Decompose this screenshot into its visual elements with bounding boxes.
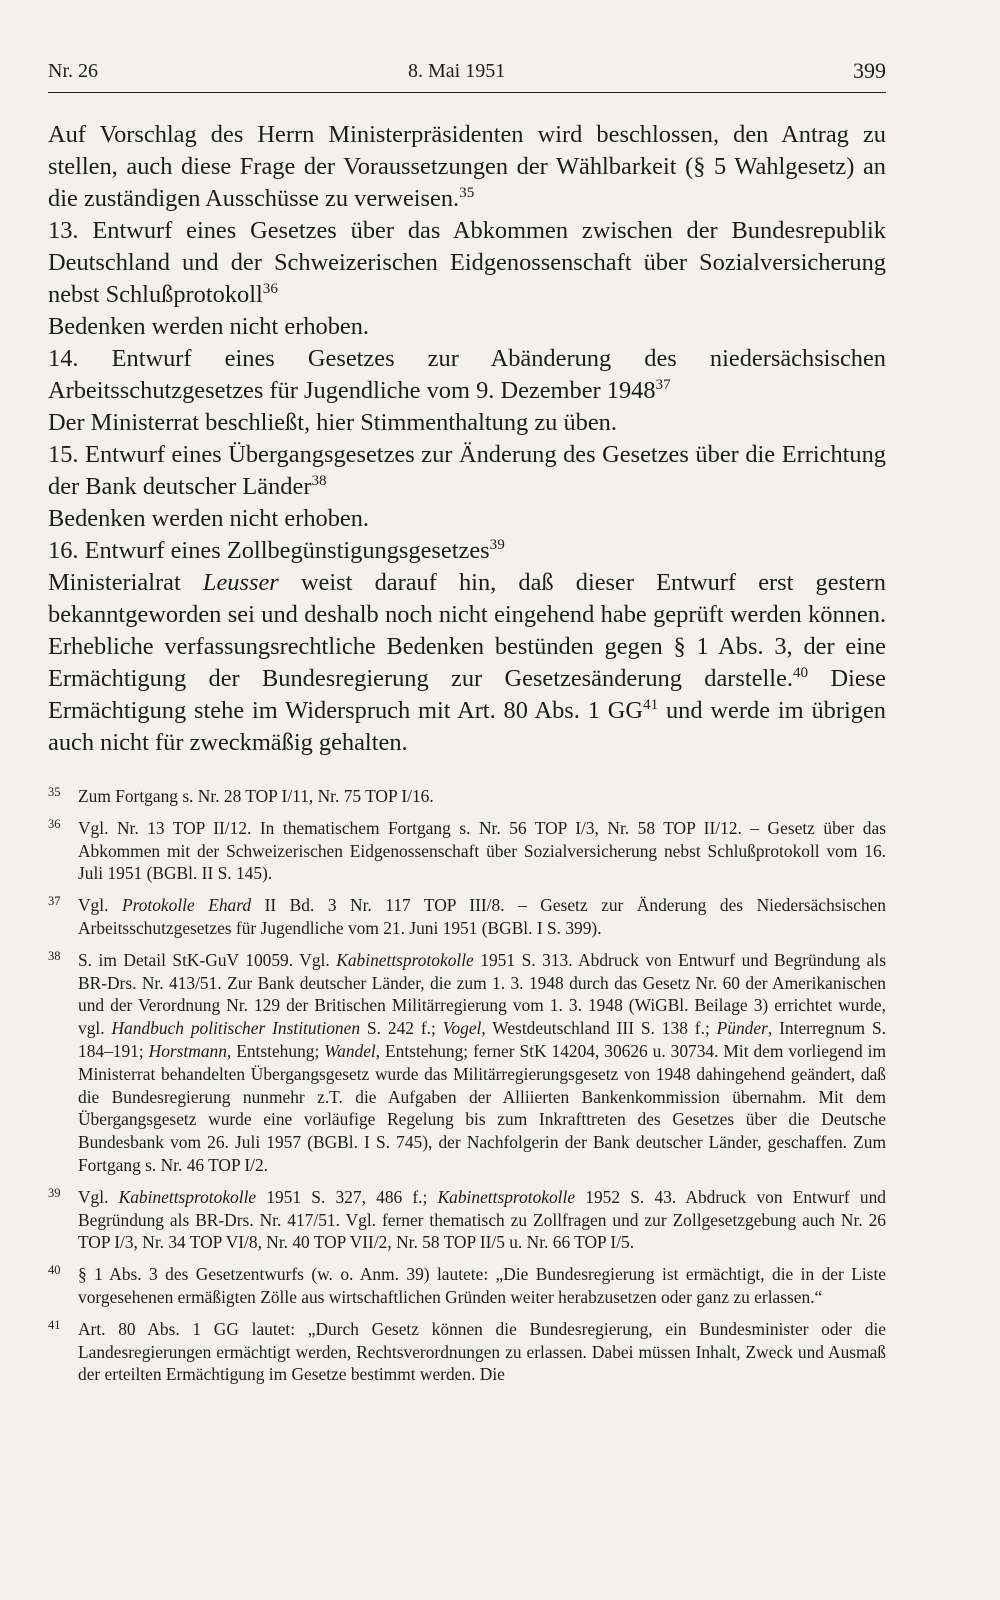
discussion-paragraph	[48, 567, 886, 759]
page-number: 399	[853, 58, 886, 83]
footnote-35	[48, 785, 886, 808]
paragraph-text: Ministerialrat	[48, 569, 203, 596]
footnote-text: S. 242 f.;	[360, 1018, 443, 1039]
footnote-ref: 37	[655, 376, 671, 393]
citation-title: Protokolle Ehard	[121, 895, 252, 916]
footnote-number: 37	[48, 894, 61, 909]
paragraph-text: Diese Ermächtigung stehe im Widerspruch mit Art. 80 Abs. 1 GG	[48, 665, 886, 724]
agenda-item-title: 15. Entwurf eines Übergangsgesetzes zur Änderung des Gesetzes über die Errichtung der Bank deutscher Länder	[48, 441, 886, 500]
footnote-ref: 41	[643, 696, 659, 713]
footnote-text: Art. 80 Abs. 1 GG lautet: „Durch Gesetz können die Bundesregierung, ein Bundesminister oder die Landesregierungen ermächtigt werden, Rechtsverordnungen zu erlassen. Dabei müssen Inhalt, Zweck und Ausmaß der erteilten Ermächtigung im Gesetze bestimmt werden. Die	[78, 1318, 886, 1385]
footnote-39	[48, 1186, 886, 1254]
footnote-text: S. im Detail StK-GuV 10059. Vgl.	[78, 949, 337, 970]
footnote-number: 41	[48, 1317, 61, 1332]
footnote-text: Vgl.	[78, 895, 122, 916]
footnote-text: § 1 Abs. 3 des Gesetzentwurfs (w. o. Anm. 39) lautete: „Die Bundesregierung ist ermächtigt, die in der Liste vorgesehenen ermäßigten Zölle aus wirtschaftlichen Gründen weiter herabzusetzen oder ganz zu erlassen.“	[78, 1264, 886, 1307]
footnote-40	[48, 1263, 886, 1309]
footnote-text: Vgl. Nr. 13 TOP II/12. In thematischem Fortgang s. Nr. 56 TOP I/3, Nr. 58 TOP II/12. – Gesetz über das Abkommen mit der Schweizerischen Eidgenossenschaft über Sozialversicherung nebst Schlußprotokoll vom 16. Juli 1951 (BGBl. II S. 145).	[78, 817, 886, 884]
agenda-item-title: 16. Entwurf eines Zollbegünstigungsgesetzes	[48, 537, 490, 564]
decision-text: Bedenken werden nicht erhoben.	[48, 505, 370, 532]
agenda-item-14	[48, 343, 886, 407]
citation-author: Vogel	[442, 1018, 482, 1039]
footnote-text: , Interregnum S. 184–191;	[78, 1018, 886, 1061]
footnote-number: 38	[48, 948, 61, 963]
citation-title: Handbuch politischer Institutionen	[111, 1018, 361, 1039]
footnote-text: 1951 S. 327, 486 f.;	[256, 1186, 438, 1207]
running-header	[48, 56, 886, 86]
agenda-item-title: 14. Entwurf eines Gesetzes zur Abänderung des niedersächsischen Arbeitsschutzgesetzes für Jugendliche vom 9. Dezember 1948	[48, 345, 886, 404]
decision-text: Der Ministerrat beschließt, hier Stimmenthaltung zu üben.	[48, 409, 617, 436]
footnote-number: 36	[48, 816, 61, 831]
agenda-item-13	[48, 215, 886, 311]
citation-author: Horstmann	[148, 1040, 227, 1061]
footnote-37	[48, 894, 886, 940]
footnotes	[48, 785, 886, 1386]
paragraph-text: weist darauf hin, daß dieser Entwurf erst gestern bekanntgeworden sei und deshalb noch nicht eingehend habe geprüft werden können. Erhebliche verfassungsrechtliche Bedenken bestünden gegen § 1 Abs. 3, der eine Ermächtigung der Bundesregierung zur Gesetzesänderung darstelle.	[48, 569, 886, 692]
document-number: Nr. 26	[48, 60, 98, 82]
footnote-text: II Bd. 3 Nr. 117 TOP III/8. – Gesetz zur Änderung des Niedersächsischen Arbeitsschutzgesetzes für Jugendliche vom 21. Juni 1951 (BGBl. I S. 399).	[78, 895, 886, 938]
header-rule	[48, 92, 886, 93]
document-page	[48, 56, 886, 1395]
footnote-number: 39	[48, 1185, 61, 1200]
footnote-text: , Westdeutschland III S. 138 f.;	[481, 1018, 717, 1039]
footnote-number: 40	[48, 1263, 61, 1278]
meeting-date: 8. Mai 1951	[408, 60, 506, 82]
footnote-text: Vgl.	[78, 1186, 119, 1207]
footnote-text: , Entstehung; ferner StK 14204, 30626 u. 30734. Mit dem vorliegend im Ministerrat behandelten Übergangsgesetz wurde das Militärregierungsgesetz von 1948 dahingehend geändert, daß die Bundesregierung nunmehr z.T. die Aufgaben der Alliierten Bankenkommission übernahm. Mit dem Übergangsgesetz wurde eine vorläufige Regelung bis zum Inkrafttreten des Gesetzes über die Deutsche Bundesbank vom 26. Juli 1957 (BGBl. I S. 745), der Nachfolgerin der Bank deutscher Länder, geschaffen. Zum Fortgang s. Nr. 46 TOP I/2.	[78, 1040, 887, 1175]
footnote-ref: 36	[262, 280, 278, 297]
footnote-ref: 40	[793, 664, 809, 681]
agenda-item-title: 13. Entwurf eines Gesetzes über das Abkommen zwischen der Bundesrepublik Deutschland und der Schweizerischen Eidgenossenschaft über Sozialversicherung nebst Schlußprotokoll	[48, 217, 886, 308]
footnote-number: 35	[48, 785, 61, 799]
footnote-text: , Entstehung;	[226, 1040, 325, 1061]
paragraph-text: und werde im übrigen auch nicht für zweckmäßig gehalten.	[48, 697, 886, 756]
citation-title: Kabinettsprotokolle	[118, 1186, 257, 1207]
paragraph-text: Auf Vorschlag des Herrn Ministerpräsidenten wird beschlossen, den Antrag zu stellen, auch diese Frage der Voraussetzungen der Wählbarkeit (§ 5 Wahlgesetz) an die zuständigen Ausschüsse zu verweisen.	[48, 121, 886, 212]
citation-title: Kabinettsprotokolle	[336, 949, 474, 970]
footnote-41	[48, 1318, 886, 1386]
paragraph	[48, 119, 886, 215]
footnote-text: 1951 S. 313. Abdruck von Entwurf und Begründung als BR-Drs. Nr. 413/51. Zur Bank deutscher Länder, die zum 1. 3. 1948 durch das Gesetz Nr. 60 der Amerikanischen und der Verordnung Nr. 129 der Britischen Militärregierung vom 1. 3. 1948 (WiGBl. Beilage 3) errichtet wurde, vgl.	[78, 949, 886, 1039]
decision-text: Bedenken werden nicht erhoben.	[48, 313, 370, 340]
footnote-ref: 35	[459, 184, 475, 201]
footnote-38	[48, 949, 886, 1177]
person-name: Leusser	[202, 569, 279, 596]
footnote-ref: 39	[489, 536, 505, 553]
citation-title: Kabinettsprotokolle	[437, 1186, 576, 1207]
agenda-item-15	[48, 439, 886, 503]
main-text	[48, 119, 886, 759]
footnote-text: 1952 S. 43. Abdruck von Entwurf und Begründung als BR-Drs. Nr. 417/51. Vgl. ferner thematisch zu Zollfragen und zur Zollgesetzgebung auch Nr. 26 TOP I/3, Nr. 34 TOP VI/8, Nr. 40 TOP VII/2, Nr. 58 TOP II/5 u. Nr. 66 TOP I/5.	[78, 1186, 886, 1253]
footnote-ref: 38	[311, 472, 327, 489]
footnote-36	[48, 817, 886, 885]
agenda-item-16	[48, 535, 886, 567]
footnote-text: Zum Fortgang s. Nr. 28 TOP I/11, Nr. 75 TOP I/16.	[78, 786, 434, 806]
citation-author: Pünder	[716, 1018, 768, 1039]
citation-author: Wandel	[324, 1040, 376, 1061]
